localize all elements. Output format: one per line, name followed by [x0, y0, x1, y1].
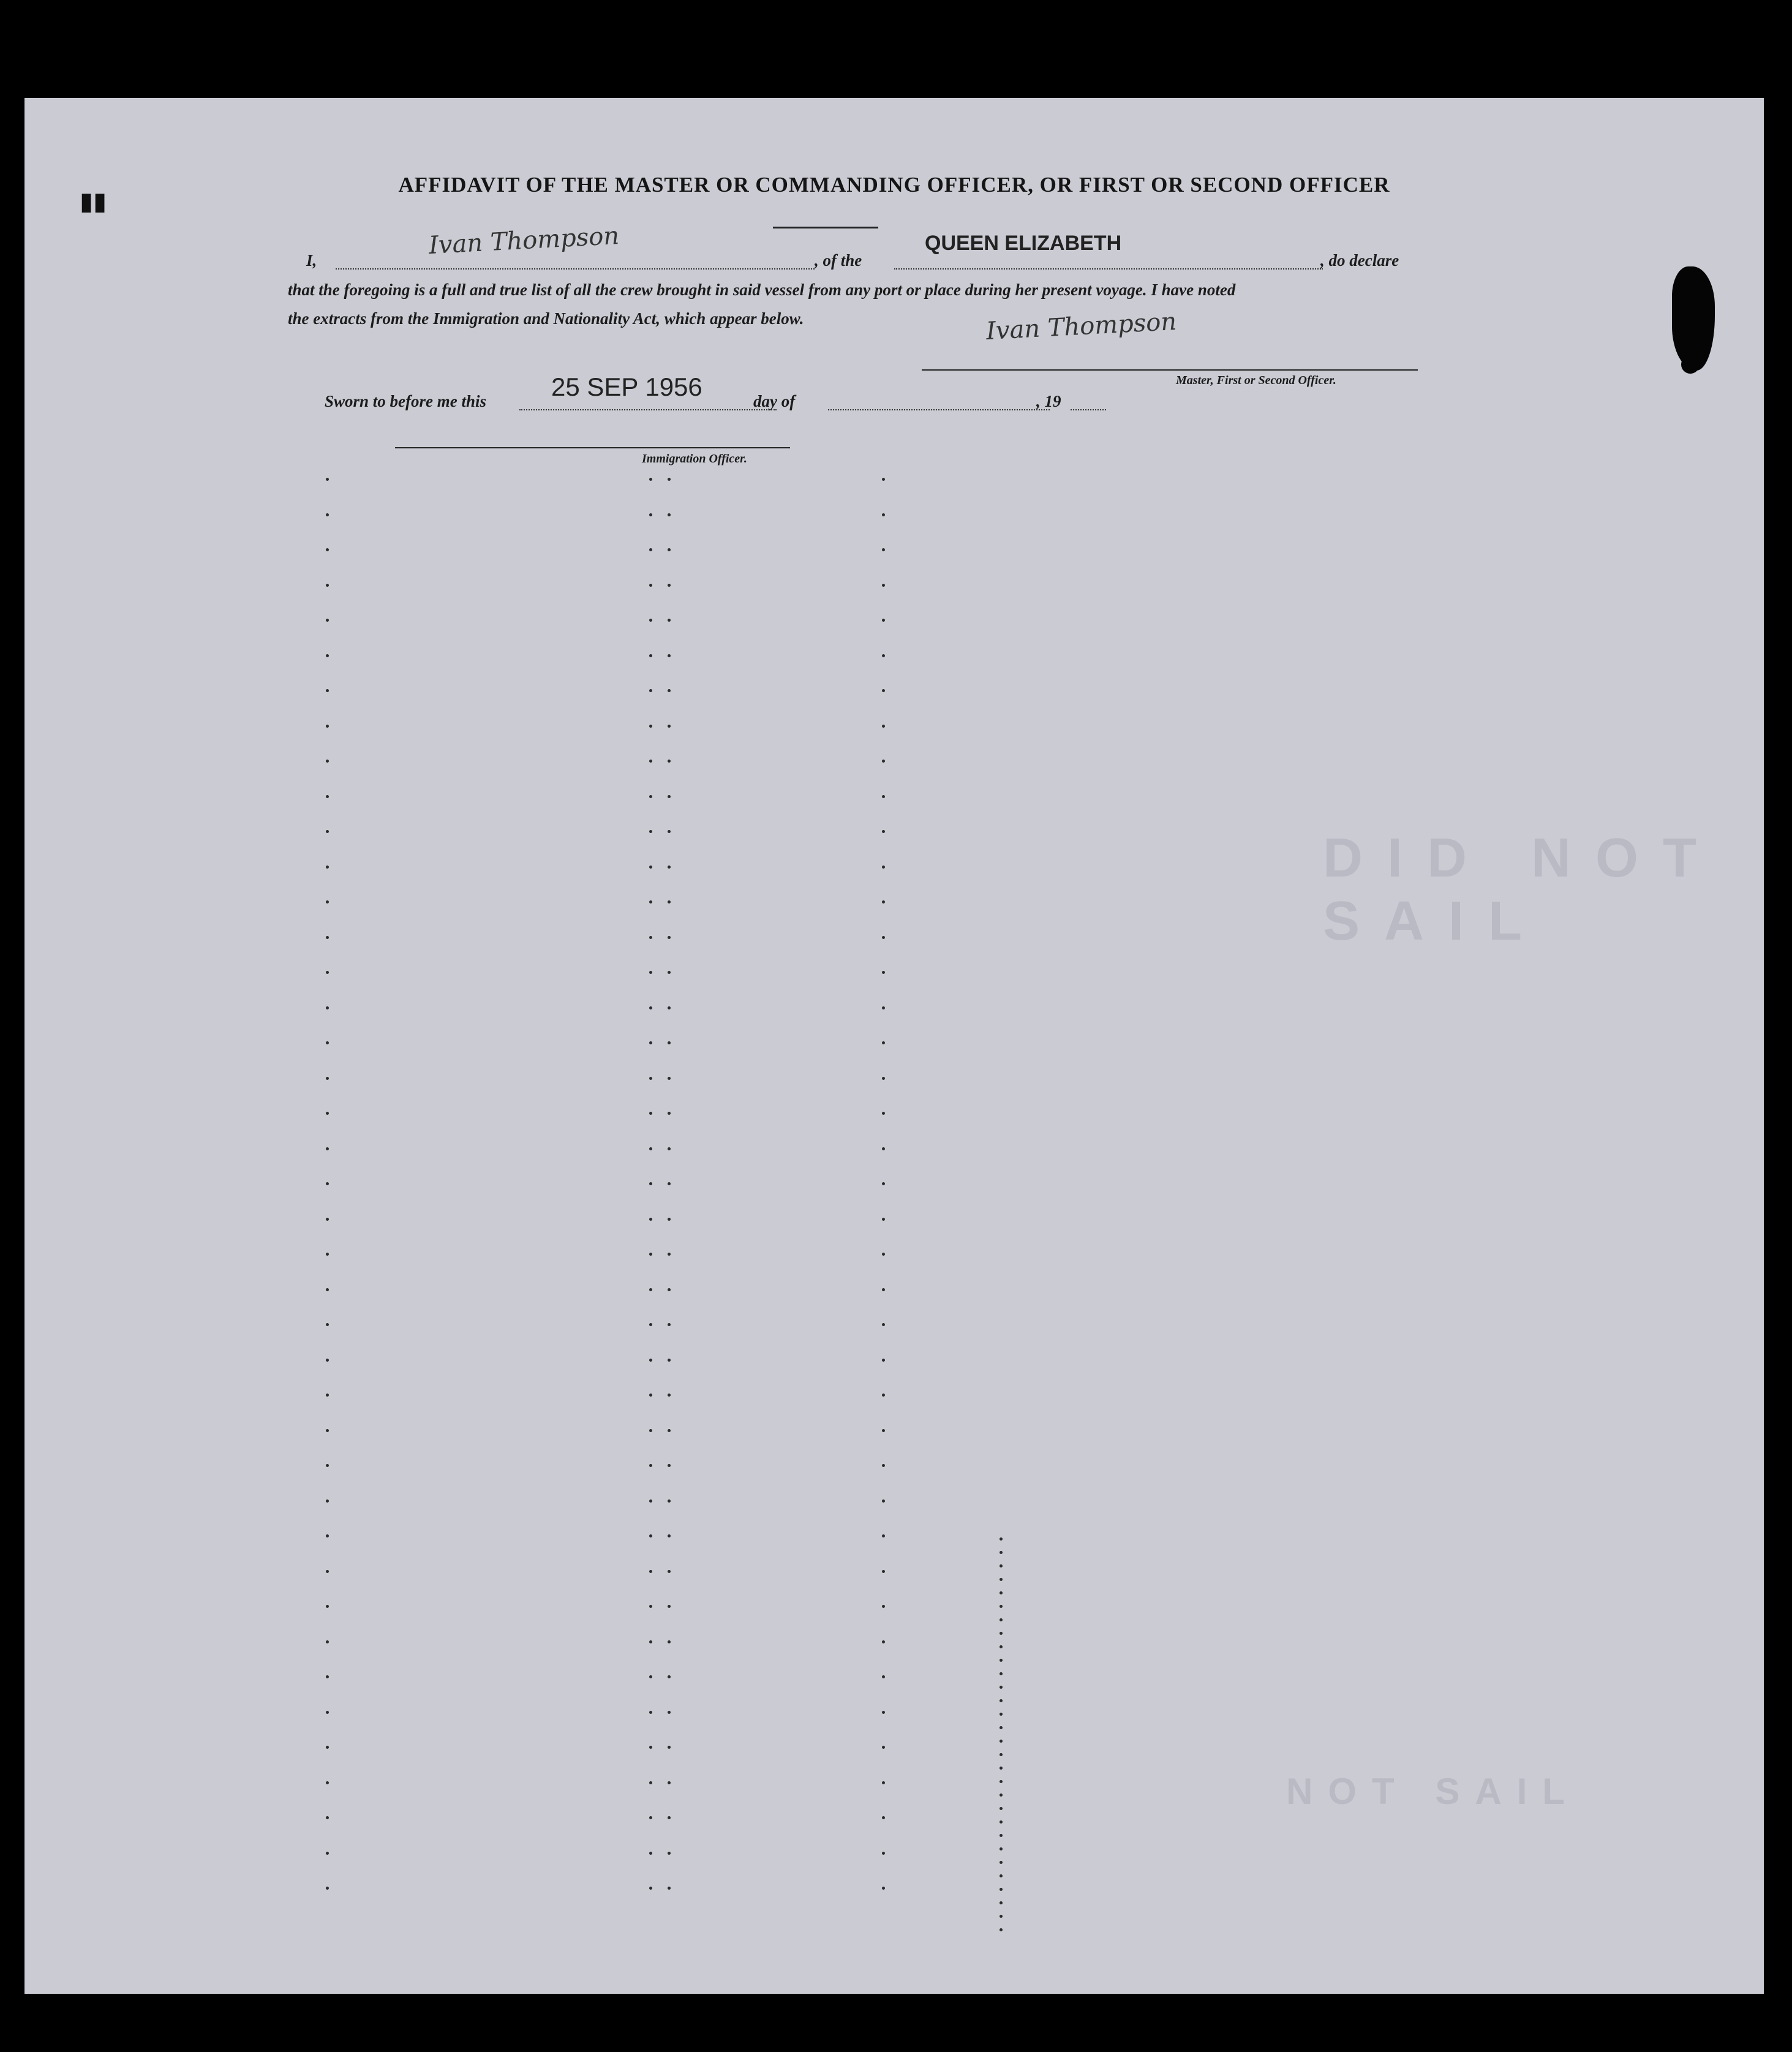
dot-mark — [649, 1253, 652, 1256]
dot-mark — [882, 936, 885, 939]
title-divider — [773, 227, 878, 228]
dot-mark — [649, 1570, 652, 1573]
dot-mark — [649, 619, 652, 622]
sworn-day-field — [519, 409, 777, 410]
dot-mark — [882, 1112, 885, 1115]
dot-mark — [1000, 1807, 1003, 1810]
dot-mark — [668, 1852, 671, 1855]
dot-mark — [882, 725, 885, 728]
dot-mark — [326, 1570, 329, 1573]
dot-mark — [649, 478, 652, 481]
dot-mark — [326, 866, 329, 869]
dot-mark — [326, 1253, 329, 1256]
dot-mark — [1000, 1861, 1003, 1864]
dot-mark — [649, 1182, 652, 1185]
dot-mark — [1000, 1564, 1003, 1567]
dot-mark — [649, 1534, 652, 1537]
dot-mark — [882, 1816, 885, 1819]
dot-mark — [326, 1112, 329, 1115]
officer-signature-line — [395, 447, 790, 448]
dot-mark — [326, 584, 329, 587]
dot-mark — [668, 1041, 671, 1044]
master-signature-handwritten: Ivan Thompson — [985, 307, 1178, 346]
dot-mark — [326, 1359, 329, 1362]
dot-mark — [668, 654, 671, 657]
dot-mark — [668, 1816, 671, 1819]
dot-mark — [1000, 1659, 1003, 1662]
dot-mark — [882, 548, 885, 551]
dot-mark — [1000, 1578, 1003, 1581]
dot-mark — [668, 830, 671, 833]
dot-mark — [1000, 1928, 1003, 1931]
dot-mark — [668, 1429, 671, 1432]
dot-mark — [668, 1147, 671, 1150]
dot-mark — [882, 760, 885, 763]
sworn-prefix: Sworn to before me this — [325, 392, 487, 410]
dot-mark — [1000, 1753, 1003, 1756]
dot-mark — [882, 1675, 885, 1678]
dot-mark — [649, 830, 652, 833]
dot-mark — [649, 1006, 652, 1009]
dot-mark — [326, 654, 329, 657]
dot-mark — [882, 513, 885, 516]
dot-mark — [882, 1429, 885, 1432]
dot-mark — [668, 1218, 671, 1221]
dot-mark — [668, 1253, 671, 1256]
dot-mark — [649, 1112, 652, 1115]
dot-mark — [326, 689, 329, 692]
dot-mark — [668, 1781, 671, 1784]
officer-caption: Immigration Officer. — [642, 452, 747, 466]
dot-mark — [326, 1781, 329, 1784]
dot-mark — [649, 1429, 652, 1432]
dot-mark — [668, 1323, 671, 1326]
dot-mark — [668, 584, 671, 587]
dot-mark — [668, 900, 671, 903]
dot-mark — [326, 1394, 329, 1397]
dot-mark — [326, 1640, 329, 1643]
dot-mark — [326, 760, 329, 763]
dot-mark — [668, 866, 671, 869]
dot-mark — [1000, 1537, 1003, 1541]
dot-mark — [326, 1746, 329, 1749]
dot-mark — [1000, 1794, 1003, 1797]
dot-mark — [649, 1640, 652, 1643]
dot-mark — [668, 795, 671, 798]
dot-mark — [668, 936, 671, 939]
line1-prefix: I, — [306, 251, 317, 270]
body-line-3: the extracts from the Immigration and Nationality Act, which appear below. — [288, 309, 804, 328]
sworn-day-of: day of — [753, 392, 796, 410]
dot-mark — [882, 1041, 885, 1044]
dot-mark — [1000, 1915, 1003, 1918]
vessel-field-line — [894, 268, 1323, 270]
dot-mark — [649, 1218, 652, 1221]
dot-mark — [1000, 1551, 1003, 1554]
dot-mark — [882, 619, 885, 622]
show-through-text: DID NOT SAIL — [1323, 828, 1721, 952]
dot-mark — [668, 760, 671, 763]
dot-mark — [326, 1429, 329, 1432]
dot-mark — [649, 1499, 652, 1503]
dot-mark — [326, 1605, 329, 1608]
vessel-name-stamp: QUEEN ELIZABETH — [925, 232, 1122, 255]
dot-mark — [1000, 1888, 1003, 1891]
ink-blot — [1672, 266, 1715, 371]
dot-mark — [668, 1675, 671, 1678]
dot-mark — [1000, 1699, 1003, 1702]
signatory-name-handwritten: Ivan Thompson — [428, 221, 620, 260]
dot-mark — [882, 1464, 885, 1467]
dot-mark — [668, 1077, 671, 1080]
show-through-text: NOT SAIL — [1286, 1771, 1580, 1812]
dot-mark — [326, 1675, 329, 1678]
dot-mark — [649, 1711, 652, 1714]
dot-mark — [326, 1218, 329, 1221]
dot-mark — [668, 1464, 671, 1467]
dot-mark — [649, 866, 652, 869]
dot-mark — [668, 1570, 671, 1573]
dot-mark — [1000, 1767, 1003, 1770]
dot-mark — [668, 1746, 671, 1749]
dot-mark — [882, 1359, 885, 1362]
dot-mark — [1000, 1632, 1003, 1635]
dot-mark — [882, 1394, 885, 1397]
dot-mark — [649, 760, 652, 763]
dot-mark — [668, 971, 671, 974]
dot-mark — [649, 1675, 652, 1678]
master-caption: Master, First or Second Officer. — [1176, 374, 1336, 387]
dot-mark — [882, 654, 885, 657]
dot-mark — [668, 1499, 671, 1503]
document-page — [24, 98, 1764, 1994]
dot-mark — [649, 1464, 652, 1467]
dot-mark — [326, 1711, 329, 1714]
dot-mark — [668, 478, 671, 481]
dot-mark — [882, 584, 885, 587]
line1-of-the: , of the — [815, 251, 862, 270]
dot-mark — [649, 1288, 652, 1291]
dot-mark — [882, 1077, 885, 1080]
dot-mark — [1000, 1618, 1003, 1621]
dot-mark — [326, 1323, 329, 1326]
dot-mark — [649, 936, 652, 939]
dot-mark — [649, 689, 652, 692]
dot-mark — [326, 548, 329, 551]
dot-mark — [882, 1781, 885, 1784]
dot-mark — [326, 478, 329, 481]
dot-mark — [668, 1605, 671, 1608]
dot-mark — [649, 1781, 652, 1784]
dot-mark — [1000, 1780, 1003, 1783]
dot-mark — [882, 1323, 885, 1326]
dot-mark — [649, 725, 652, 728]
dot-mark — [326, 1182, 329, 1185]
dot-mark — [1000, 1713, 1003, 1716]
body-line-2: that the foregoing is a full and true list of all the crew brought in said vessel from any port or place during her present voyage. I have noted — [288, 281, 1236, 299]
dot-mark — [882, 1218, 885, 1221]
dot-mark — [326, 1288, 329, 1291]
dot-mark — [882, 1182, 885, 1185]
dot-mark — [649, 900, 652, 903]
dot-mark — [882, 1852, 885, 1855]
dot-mark — [326, 513, 329, 516]
dot-mark — [649, 1852, 652, 1855]
dot-mark — [649, 1887, 652, 1890]
dot-mark — [882, 900, 885, 903]
dot-mark — [668, 1711, 671, 1714]
dot-mark — [1000, 1847, 1003, 1850]
dot-mark — [326, 830, 329, 833]
dot-mark — [882, 1570, 885, 1573]
dot-mark — [649, 513, 652, 516]
dot-mark — [668, 548, 671, 551]
dot-mark — [1000, 1591, 1003, 1594]
dot-mark — [1000, 1874, 1003, 1877]
dot-mark — [882, 689, 885, 692]
master-signature-line — [922, 369, 1418, 371]
dot-mark — [649, 1394, 652, 1397]
dot-mark — [882, 1746, 885, 1749]
ink-blot — [1681, 355, 1700, 374]
dot-mark — [882, 1640, 885, 1643]
dot-mark — [649, 1323, 652, 1326]
dot-mark — [668, 1359, 671, 1362]
dot-mark — [326, 1006, 329, 1009]
dot-mark — [1000, 1686, 1003, 1689]
dot-mark — [668, 1534, 671, 1537]
dot-mark — [649, 1816, 652, 1819]
dot-mark — [882, 1499, 885, 1503]
dot-mark — [668, 1288, 671, 1291]
dot-mark — [882, 1006, 885, 1009]
dot-mark — [326, 900, 329, 903]
dot-mark — [326, 795, 329, 798]
dot-mark — [326, 1147, 329, 1150]
dot-mark — [649, 584, 652, 587]
dot-mark — [649, 1077, 652, 1080]
dot-mark — [668, 1640, 671, 1643]
dot-mark — [882, 1288, 885, 1291]
dot-mark — [668, 1887, 671, 1890]
dot-mark — [326, 1499, 329, 1503]
dot-mark — [326, 1077, 329, 1080]
margin-mark: ▮▮ — [80, 187, 107, 215]
dot-mark — [649, 795, 652, 798]
dot-mark — [649, 654, 652, 657]
dot-mark — [668, 1112, 671, 1115]
dot-mark — [668, 1006, 671, 1009]
dot-mark — [649, 1147, 652, 1150]
dot-mark — [326, 1041, 329, 1044]
sworn-year-prefix: , 19 — [1036, 392, 1061, 410]
dot-mark — [649, 548, 652, 551]
dot-mark — [326, 1852, 329, 1855]
dot-mark — [326, 1464, 329, 1467]
dot-mark — [649, 1041, 652, 1044]
line1-suffix: , do declare — [1320, 251, 1399, 270]
dot-mark — [882, 866, 885, 869]
dot-mark — [882, 478, 885, 481]
sworn-year-field — [1071, 409, 1106, 410]
dot-mark — [1000, 1901, 1003, 1904]
affidavit-title: AFFIDAVIT OF THE MASTER OR COMMANDING OFFICER, OR FIRST OR SECOND OFFICER — [398, 173, 1390, 197]
name-field-line — [336, 268, 815, 270]
dot-mark — [1000, 1726, 1003, 1729]
dot-mark — [326, 936, 329, 939]
dot-mark — [1000, 1834, 1003, 1837]
dot-mark — [1000, 1605, 1003, 1608]
dot-mark — [326, 1816, 329, 1819]
dot-mark — [668, 1394, 671, 1397]
sworn-date-stamp: 25 SEP 1956 — [551, 372, 702, 401]
dot-mark — [1000, 1740, 1003, 1743]
dot-mark — [882, 971, 885, 974]
dot-mark — [326, 1887, 329, 1890]
dot-mark — [882, 830, 885, 833]
dot-mark — [326, 971, 329, 974]
dot-mark — [668, 513, 671, 516]
dot-mark — [649, 1746, 652, 1749]
dot-mark — [649, 1359, 652, 1362]
dot-mark — [1000, 1645, 1003, 1648]
dot-mark — [882, 795, 885, 798]
dot-mark — [1000, 1672, 1003, 1675]
dot-mark — [326, 619, 329, 622]
dot-mark — [649, 1605, 652, 1608]
dot-mark — [882, 1605, 885, 1608]
dot-mark — [668, 619, 671, 622]
dot-mark — [882, 1887, 885, 1890]
dot-mark — [326, 1534, 329, 1537]
dot-mark — [882, 1711, 885, 1714]
dot-mark — [882, 1534, 885, 1537]
dot-mark — [882, 1253, 885, 1256]
dot-mark — [326, 725, 329, 728]
sworn-month-field — [828, 409, 1050, 410]
dot-mark — [668, 725, 671, 728]
dot-mark — [668, 1182, 671, 1185]
dot-mark — [668, 689, 671, 692]
dot-mark — [882, 1147, 885, 1150]
dot-mark — [649, 971, 652, 974]
dot-mark — [1000, 1820, 1003, 1824]
